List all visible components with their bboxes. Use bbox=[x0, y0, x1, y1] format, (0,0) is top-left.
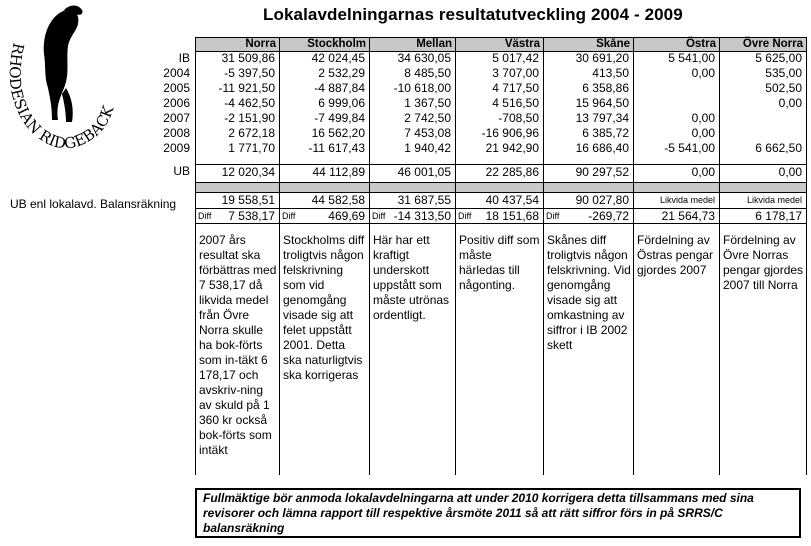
comment-note: Fördelning av Övre Norras pengar gjordes 2007 till Norra bbox=[723, 233, 804, 292]
comment-note: Stockholms diff troligtvis någon felskrivning som vid genomgång visade sig att felet uppstått 2001. Detta ska naturligtvis ska korrigeras bbox=[283, 233, 365, 382]
cell-value: 535,00 bbox=[765, 66, 802, 80]
balans-value: 40 437,54 bbox=[485, 193, 539, 207]
row-label-2006: 2006 bbox=[163, 96, 190, 110]
cell-value: -708,50 bbox=[498, 111, 539, 125]
column-5 bbox=[633, 37, 719, 475]
gray-separator bbox=[280, 182, 369, 192]
cell-value: 8 485,50 bbox=[404, 66, 451, 80]
cell-value: 1 940,42 bbox=[404, 141, 451, 155]
cell-value: 4 717,50 bbox=[492, 81, 539, 95]
diff-value: 18 151,68 bbox=[485, 209, 539, 223]
cell-value: 4 516,50 bbox=[492, 96, 539, 110]
row-label-2004: 2004 bbox=[163, 66, 190, 80]
ub-value: 0,00 bbox=[691, 165, 715, 179]
gray-separator bbox=[456, 182, 543, 192]
column-header: Stockholm bbox=[280, 37, 369, 52]
balans-value: 31 687,55 bbox=[397, 193, 451, 207]
ub-value: 22 285,86 bbox=[485, 165, 539, 179]
column-4 bbox=[543, 37, 633, 475]
comment-note: 2007 års resultat ska förbättras med 7 538,17 då likvida medel från Övre Norra skulle ha bok-förts som in-täkt 6 178,17 och avskriv-ning av skuld på 1 360 kr också bok-förts som intäkt bbox=[199, 233, 277, 457]
cell-value: 6 662,50 bbox=[755, 141, 802, 155]
row-label-2009: 2009 bbox=[163, 141, 190, 155]
column-1 bbox=[279, 37, 369, 475]
comment-note: Fördelning av Östras pengar gjordes 2007 bbox=[637, 233, 714, 277]
ub-value: 46 001,05 bbox=[397, 165, 451, 179]
cell-value: 15 964,50 bbox=[575, 96, 629, 110]
cell-value: -5 541,00 bbox=[664, 141, 715, 155]
cell-value: 0,00 bbox=[691, 66, 715, 80]
comment-note: Skånes diff troligtvis någon felskrivning. Vid genomgång visade sig att omkastning av siffror i IB 2002 skett bbox=[547, 233, 631, 352]
gray-separator bbox=[720, 182, 806, 192]
cell-value: 413,50 bbox=[592, 66, 629, 80]
cell-value: -11 921,50 bbox=[218, 81, 275, 95]
cell-value: 1 771,70 bbox=[228, 141, 275, 155]
diff-value: 7 538,17 bbox=[228, 209, 275, 223]
column-header: Skåne bbox=[544, 37, 633, 52]
cell-value: 6 385,72 bbox=[582, 126, 629, 140]
balans-value: 19 558,51 bbox=[221, 193, 275, 207]
diff-label: Diff bbox=[372, 211, 386, 221]
row-label-2007: 2007 bbox=[163, 111, 190, 125]
column-header: Västra bbox=[456, 37, 543, 52]
ub-value: 12 020,34 bbox=[221, 165, 275, 179]
cell-value: 0,00 bbox=[691, 111, 715, 125]
cell-value bbox=[720, 111, 806, 126]
cell-value: 0,00 bbox=[691, 126, 715, 140]
row-label-2005: 2005 bbox=[163, 81, 190, 95]
cell-value: 42 024,45 bbox=[311, 51, 365, 65]
cell-value: 5 017,42 bbox=[492, 51, 539, 65]
row-label-ib: IB bbox=[178, 51, 190, 65]
cell-value: 2 532,29 bbox=[318, 66, 365, 80]
cell-value: 34 630,05 bbox=[397, 51, 451, 65]
balans-value: Likvida medel bbox=[746, 195, 802, 205]
diff-value: 21 564,73 bbox=[661, 209, 715, 223]
cell-value: -2 151,90 bbox=[224, 111, 275, 125]
gray-separator bbox=[370, 182, 455, 192]
cell-value: 0,00 bbox=[778, 96, 802, 110]
balans-value: 44 582,58 bbox=[311, 193, 365, 207]
row-label-ub: UB bbox=[173, 164, 190, 178]
cell-value: -10 618,00 bbox=[393, 81, 451, 95]
cell-value: 30 691,20 bbox=[575, 51, 629, 65]
cell-value: 1 367,50 bbox=[404, 96, 451, 110]
cell-value: 6 999,06 bbox=[318, 96, 365, 110]
column-3 bbox=[455, 37, 543, 475]
ub-value: 0,00 bbox=[778, 165, 802, 179]
cell-value: 3 707,00 bbox=[492, 66, 539, 80]
rhodesian-ridgeback-logo-icon bbox=[0, 2, 122, 152]
footer-note: Fullmäktige bör anmoda lokalavdelningarna att under 2010 korrigera detta tillsammans med sina revisorer och lämna rapport till respektive årsmöte 2011 så att rätt siffror förs in på SRRS/C balansräkning bbox=[195, 488, 801, 538]
balans-value: 90 027,80 bbox=[575, 193, 629, 207]
column-header: Övre Norra bbox=[720, 37, 806, 52]
result-table bbox=[195, 37, 807, 475]
ub-value: 44 112,89 bbox=[312, 165, 365, 179]
cell-value: -5 397,50 bbox=[224, 66, 275, 80]
column-header: Mellan bbox=[370, 37, 455, 52]
column-header: Östra bbox=[634, 37, 719, 52]
comment-note: Positiv diff som måste härledas till någonting. bbox=[459, 233, 540, 292]
cell-value: 6 358,86 bbox=[582, 81, 629, 95]
cell-value: 21 942,90 bbox=[485, 141, 539, 155]
column-2 bbox=[369, 37, 455, 475]
cell-value: 5 625,00 bbox=[755, 51, 802, 65]
gray-separator bbox=[634, 182, 719, 192]
cell-value: 16 562,20 bbox=[311, 126, 365, 140]
balans-value: Likvida medel bbox=[659, 195, 715, 205]
diff-label: Diff bbox=[198, 211, 212, 221]
diff-value: 6 178,17 bbox=[755, 209, 802, 223]
cell-value: 7 453,08 bbox=[404, 126, 451, 140]
logo-text: RHODESIAN RIDGEBACK bbox=[5, 41, 118, 152]
row-label-2008: 2008 bbox=[163, 126, 190, 140]
cell-value: 2 742,50 bbox=[404, 111, 451, 125]
gray-separator bbox=[196, 182, 279, 192]
gray-separator bbox=[544, 182, 633, 192]
comment-note: Här har ett kraftigt underskott uppstått som måste utrönas ordentligt. bbox=[373, 233, 450, 322]
column-0 bbox=[195, 37, 279, 475]
cell-value: 2 672,18 bbox=[228, 126, 275, 140]
diff-label: Diff bbox=[282, 211, 296, 221]
cell-value bbox=[634, 81, 719, 96]
ub-value: 90 297,52 bbox=[575, 165, 629, 179]
diff-label: Diff bbox=[546, 211, 560, 221]
cell-value: -4 887,84 bbox=[314, 81, 365, 95]
cell-value: 502,50 bbox=[765, 81, 802, 95]
diff-value: -14 313,50 bbox=[393, 209, 451, 223]
cell-value: 31 509,86 bbox=[221, 51, 275, 65]
ub-balans-label: UB enl lokalavd. Balansräkning bbox=[10, 197, 177, 211]
column-6 bbox=[719, 37, 807, 475]
cell-value: -4 462,50 bbox=[224, 96, 275, 110]
cell-value: -7 499,84 bbox=[314, 111, 365, 125]
cell-value: 16 686,40 bbox=[575, 141, 629, 155]
column-header: Norra bbox=[196, 37, 279, 52]
diff-value: 469,69 bbox=[328, 209, 365, 223]
diff-value: -269,72 bbox=[588, 209, 629, 223]
diff-label: Diff bbox=[458, 211, 472, 221]
cell-value: 13 797,34 bbox=[575, 111, 629, 125]
cell-value: -11 617,43 bbox=[308, 141, 365, 155]
cell-value: -16 906,96 bbox=[481, 126, 539, 140]
page-title: Lokalavdelningarnas resultatutveckling 2004 - 2009 bbox=[263, 5, 683, 24]
cell-value bbox=[720, 126, 806, 141]
cell-value: 5 541,00 bbox=[668, 51, 715, 65]
cell-value bbox=[634, 96, 719, 111]
